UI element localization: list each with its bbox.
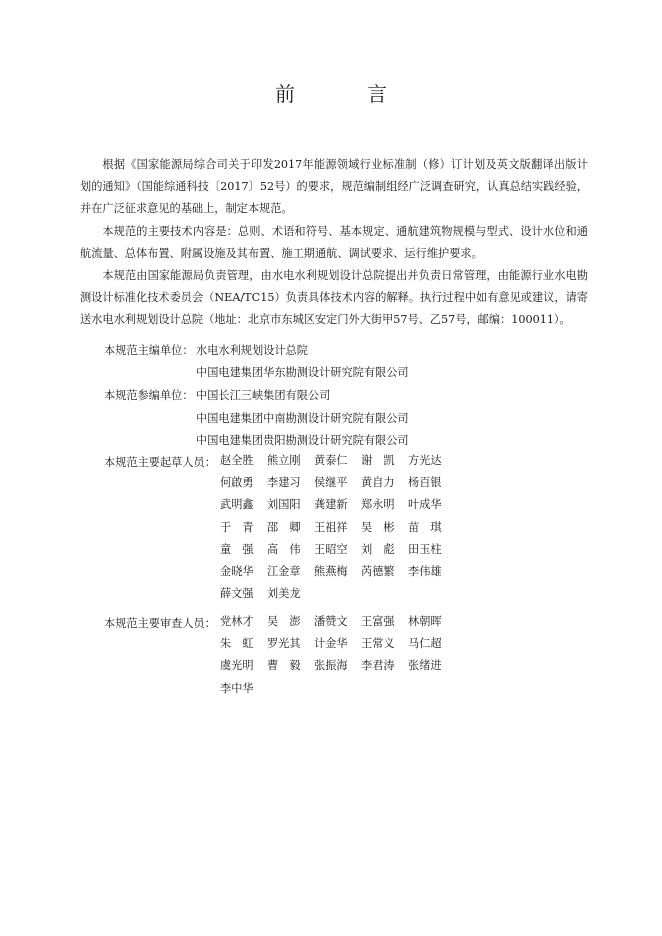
person-name: 刘 彪 [361,542,395,556]
participant-org: 中国电建集团贵阳勘测设计研究院有限公司 [196,434,409,447]
person-name: 朱 虹 [220,637,254,651]
participant-org: 中国长江三峡集团有限公司 [196,389,331,402]
chief-editor-org: 中国电建集团华东勘测设计研究院有限公司 [196,366,409,379]
person-name: 曹 毅 [267,659,301,673]
person-name: 计金华 [314,637,348,651]
person-name: 刘国阳 [267,498,301,512]
paragraph-contents: 本规范的主要技术内容是：总则、术语和符号、基本规定、通航建筑物规模与型式、设计水位和通航流量、总体布置、附属设施及其布置、施工期通航、调试要求、运行维护要求。 [80,224,588,260]
person-name: 熊立刚 [267,454,301,467]
person-name: 童 强 [220,542,254,556]
person-name: 虞光明 [220,659,254,673]
person-name: 高 伟 [267,542,301,556]
person-name: 叶成华 [408,498,442,512]
page-title: 前 言 [275,82,413,106]
chief-editor-label: 本规范主编单位： [104,344,194,357]
person-name: 马仁超 [408,637,442,651]
participant-label: 本规范参编单位： [104,389,194,402]
person-name: 邵 卿 [267,520,301,534]
foreword-body [80,154,588,332]
reviewers-list [220,611,455,700]
person-name: 谢 凯 [361,454,395,467]
person-name: 熊燕梅 [314,564,348,578]
chief-editor-org: 水电水利规划设计总院 [196,344,308,357]
person-name: 李中华 [220,681,254,695]
drafters-label: 本规范主要起草人员： [104,456,216,469]
person-name: 党林才 [220,615,254,628]
person-name: 田玉柱 [408,542,442,556]
paragraph-management: 本规范由国家能源局负责管理，由水电水利规划设计总院提出并负责日常管理，由能源行业水电勘测设计标准化技术委员会（NEA/TC15）负责具体技术内容的解释。执行过程中如有意见或建议，请寄送水电水利规划设计总院（地址：北京市东城区安定门外大街甲57号、乙57号，邮编：100011）。 [80,269,588,327]
person-name: 江金章 [267,564,301,578]
person-name: 薛文强 [220,587,254,601]
person-name: 刘美龙 [267,587,301,601]
person-name: 杨百银 [408,476,442,490]
person-name: 王祖祥 [314,520,348,534]
person-name: 武明鑫 [220,498,254,512]
person-name: 李伟雄 [408,564,442,578]
person-name: 张振海 [314,659,348,673]
person-name: 侯继平 [314,476,348,490]
person-name: 黄自力 [361,476,395,490]
person-name: 吴 澎 [267,615,301,628]
person-name: 金晓华 [220,564,254,578]
person-name: 龚建新 [314,498,348,512]
person-name: 李君涛 [361,659,395,673]
person-name: 何啟勇 [220,476,254,490]
person-name: 苗 琪 [408,520,442,534]
person-name: 郑永明 [361,498,395,512]
person-name: 芮德繁 [361,564,395,578]
participant-org: 中国电建集团中南勘测设计研究院有限公司 [196,412,409,425]
person-name: 方光达 [408,454,442,467]
paragraph-basis: 根据《国家能源局综合司关于印发2017年能源领域行业标准制（修）订计划及英文版翻译出版计划的通知》（国能综通科技〔2017〕52号）的要求，规范编制组经广泛调查研究，认真总结实践经验，并在广泛征求意见的基础上，制定本规范。 [80,158,588,216]
person-name: 吴 彬 [361,520,395,534]
person-name: 于 青 [220,520,254,534]
person-name: 潘赞文 [314,615,348,628]
person-name: 罗光其 [267,637,301,651]
person-name: 赵全胜 [220,454,254,467]
person-name: 林朝晖 [408,615,442,628]
reviewers-label: 本规范主要审查人员： [104,617,216,630]
person-name: 张绪进 [408,659,442,673]
person-name: 李建习 [267,476,301,490]
person-name: 黄泰仁 [314,454,348,467]
drafters-list [220,450,455,605]
person-name: 王常义 [361,637,395,651]
person-name: 王昭空 [314,542,348,556]
person-name: 王富强 [361,615,395,628]
